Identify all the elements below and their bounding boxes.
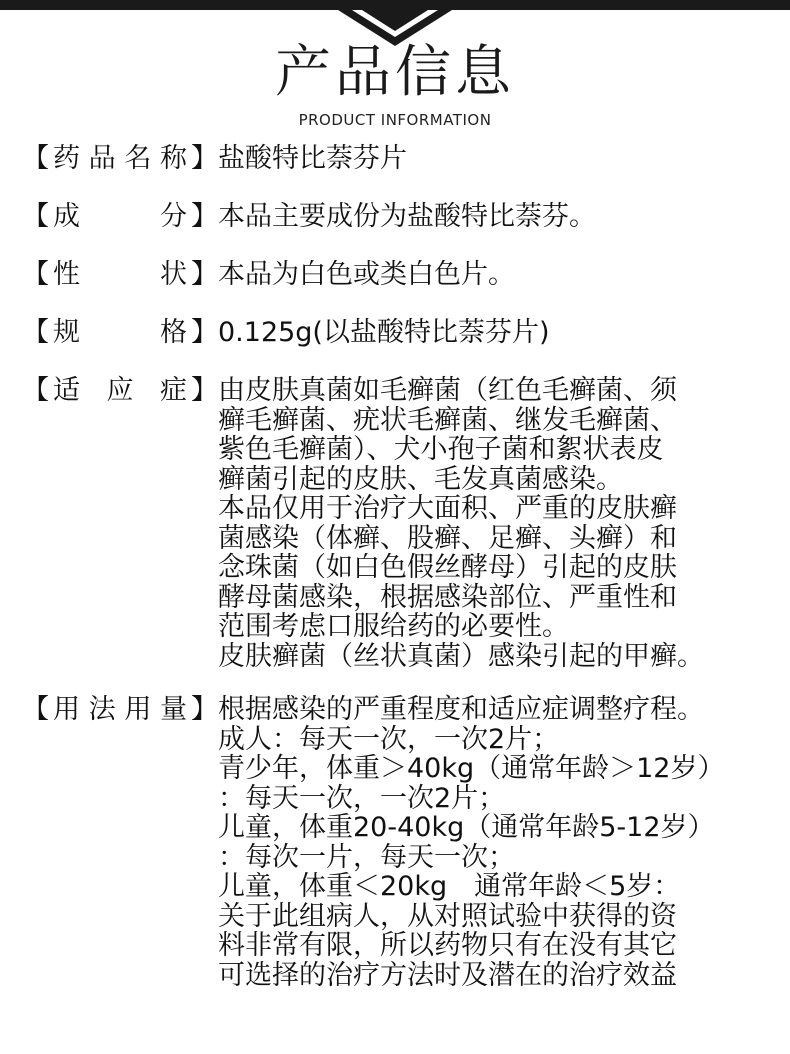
value-line: ：每次一片，每天一次； <box>218 841 515 873</box>
label-bracket-open: 【 <box>22 201 49 232</box>
info-row <box>22 198 790 236</box>
value-line: 念珠菌（如白色假丝酵母）引起的皮肤 <box>218 552 677 583</box>
info-row-label <box>22 372 218 410</box>
info-row-label <box>22 256 218 294</box>
label-bracket-close: 】 <box>191 201 218 232</box>
label-char: 名 <box>124 143 152 174</box>
page-subtitle: PRODUCT INFORMATION <box>298 111 492 129</box>
label-bracket-close: 】 <box>191 375 218 406</box>
info-row-label <box>22 140 218 178</box>
label-bracket-open: 【 <box>22 259 49 290</box>
label-char: 症 <box>160 375 187 406</box>
label-char: 称 <box>159 143 187 174</box>
label-bracket-close: 】 <box>191 143 218 174</box>
value-line: 儿童，体重20-40kg（通常年龄5-12岁） <box>218 812 715 843</box>
value-line: 可选择的治疗方法时及潜在的治疗效益 <box>218 959 677 990</box>
value-line: 本品仅用于治疗大面积、严重的皮肤癣 <box>218 493 677 524</box>
value-line: 紫色毛癣菌）、犬小孢子菌和絮状表皮 <box>218 434 664 465</box>
label-bracket-open: 【 <box>22 375 49 406</box>
info-row <box>22 314 790 352</box>
label-text <box>49 198 191 236</box>
value-line: 由皮肤真菌如毛癣菌（红色毛癣菌、须 <box>218 375 677 406</box>
value-line: 酵母菌感染，根据感染部位、严重性和 <box>218 581 677 613</box>
value-line: 根据感染的严重程度和适应症调整疗程。 <box>218 694 704 725</box>
label-char: 用 <box>53 694 80 725</box>
label-bracket-close: 】 <box>191 259 218 290</box>
value-line: 癣菌引起的皮肤、毛发真菌感染。 <box>218 463 623 495</box>
label-char: 性 <box>53 259 80 290</box>
info-row <box>22 691 790 990</box>
label-text <box>49 691 191 729</box>
info-row-value <box>218 372 790 671</box>
label-text <box>49 140 191 178</box>
info-row-label <box>22 691 218 729</box>
label-char: 法 <box>88 694 116 725</box>
label-text <box>49 256 191 294</box>
product-info-list <box>22 140 790 1010</box>
label-char: 用 <box>124 694 152 725</box>
value-line: 菌感染（体癣、股癣、足癣、头癣）和 <box>218 522 677 554</box>
info-row-label <box>22 198 218 236</box>
page-title: 产品信息 <box>275 40 515 105</box>
label-char: 格 <box>160 317 187 348</box>
label-bracket-open: 【 <box>22 143 49 174</box>
value-line: 本品主要成份为盐酸特比萘芬。 <box>218 201 596 232</box>
banner-bar <box>0 0 790 10</box>
value-line: 范围考虑口服给药的必要性。 <box>218 611 569 642</box>
label-char: 适 <box>53 375 80 406</box>
label-char: 分 <box>160 201 187 232</box>
value-line: 关于此组病人，从对照试验中获得的资 <box>218 900 677 932</box>
value-line: 料非常有限，所以药物只有在没有其它 <box>218 930 677 961</box>
value-line: 癣毛癣菌、疣状毛癣菌、继发毛癣菌、 <box>218 404 677 436</box>
label-char: 状 <box>160 259 187 290</box>
info-row <box>22 372 790 671</box>
info-row <box>22 140 790 178</box>
label-text <box>49 314 191 352</box>
info-row <box>22 256 790 294</box>
label-char: 应 <box>106 375 134 406</box>
value-line: 0.125g(以盐酸特比萘芬片) <box>218 317 550 348</box>
label-char: 药 <box>53 143 80 174</box>
value-line: 盐酸特比萘芬片 <box>218 143 407 174</box>
info-row-value <box>218 256 790 290</box>
label-char: 成 <box>53 201 80 232</box>
info-row-value <box>218 140 790 174</box>
label-char: 品 <box>88 143 116 174</box>
value-line: 本品为白色或类白色片。 <box>218 259 515 290</box>
value-line: 皮肤癣菌（丝状真菌）感染引起的甲癣。 <box>218 640 704 671</box>
label-char: 量 <box>159 694 187 725</box>
value-line: 儿童，体重＜20kg 通常年龄＜5岁： <box>218 871 681 902</box>
label-bracket-open: 【 <box>22 317 49 348</box>
info-row-label <box>22 314 218 352</box>
label-text <box>49 372 191 410</box>
value-line: ：每天一次，一次2片； <box>218 782 506 814</box>
info-row-value <box>218 691 790 990</box>
label-bracket-close: 】 <box>191 317 218 348</box>
info-row-value <box>218 314 790 348</box>
info-row-value <box>218 198 790 232</box>
label-char: 规 <box>53 317 80 348</box>
label-bracket-close: 】 <box>191 694 218 725</box>
value-line: 成人：每天一次，一次2片； <box>218 723 560 755</box>
label-bracket-open: 【 <box>22 694 49 725</box>
value-line: 青少年，体重＞40kg（通常年龄＞12岁） <box>218 753 725 784</box>
